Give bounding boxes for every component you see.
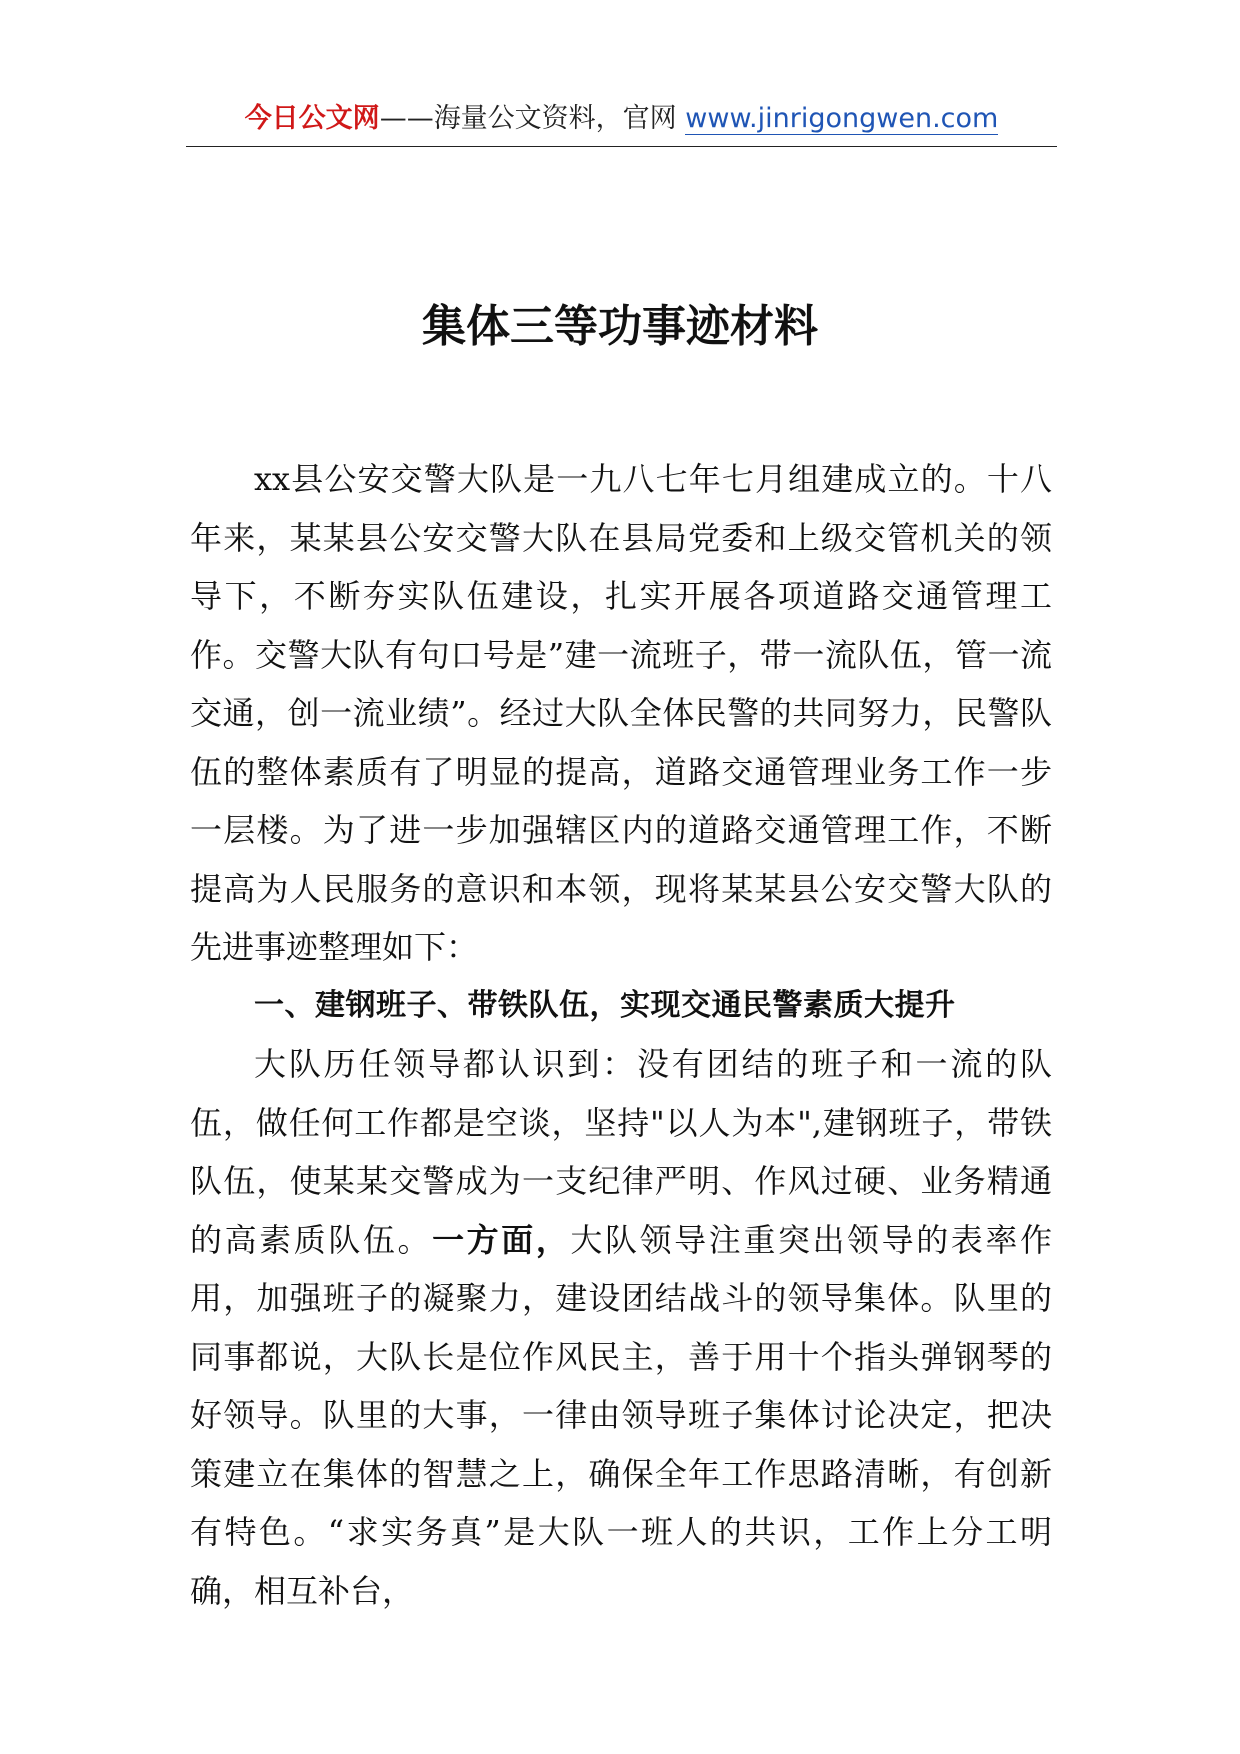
site-url-link[interactable]: www.jinrigongwen.com xyxy=(685,103,999,134)
section-paragraph-part2: 大队领导注重突出领导的表率作用，加强班子的凝聚力，建设团结战斗的领导集体。队里的同事都说，大队长是位作风民主，善于用十个指头弹钢琴的好领导。队里的大事，一律由领导班子集体讨论决定，把决策建立在集体的智慧之上，确保全年工作思路清晰，有创新有特色。“求实务真”是大队一班人的共识，工作上分工明确，相互补台， xyxy=(190,1220,1052,1610)
document-body xyxy=(190,450,1052,1620)
section-paragraph-part1: 大队历任领导都认识到：没有团结的班子和一流的队伍，做任何工作都是空谈，坚持"以人为本",建钢班子，带铁队伍，使某某交警成为一支纪律严明、作风过硬、业务精通的高素质队伍。 xyxy=(190,1045,1052,1259)
section-heading: 一、建钢班子、带铁队伍，实现交通民警素质大提升 xyxy=(254,987,956,1023)
intro-paragraph: xx县公安交警大队是一九八七年七月组建成立的。十八年来，某某县公安交警大队在县局党委和上级交管机关的领导下，不断夯实队伍建设，扎实开展各项道路交通管理工作。交警大队有句口号是”建一流班子，带一流队伍，管一流交通，创一流业绩”。经过大队全体民警的共同努力，民警队伍的整体素质有了明显的提高，道路交通管理业务工作一步一层楼。为了进一步加强辖区内的道路交通管理工作，不断提高为人民服务的意识和本领，现将某某县公安交警大队的先进事迹整理如下： xyxy=(190,460,1052,966)
document-title: 集体三等功事迹材料 xyxy=(422,301,818,352)
section-paragraph xyxy=(190,1035,1052,1620)
page-header xyxy=(186,96,1057,147)
site-tagline: ——海量公文资料，官网 xyxy=(379,103,686,134)
site-brand: 今日公文网 xyxy=(244,103,380,134)
lead-phrase: 一方面， xyxy=(432,1220,571,1259)
